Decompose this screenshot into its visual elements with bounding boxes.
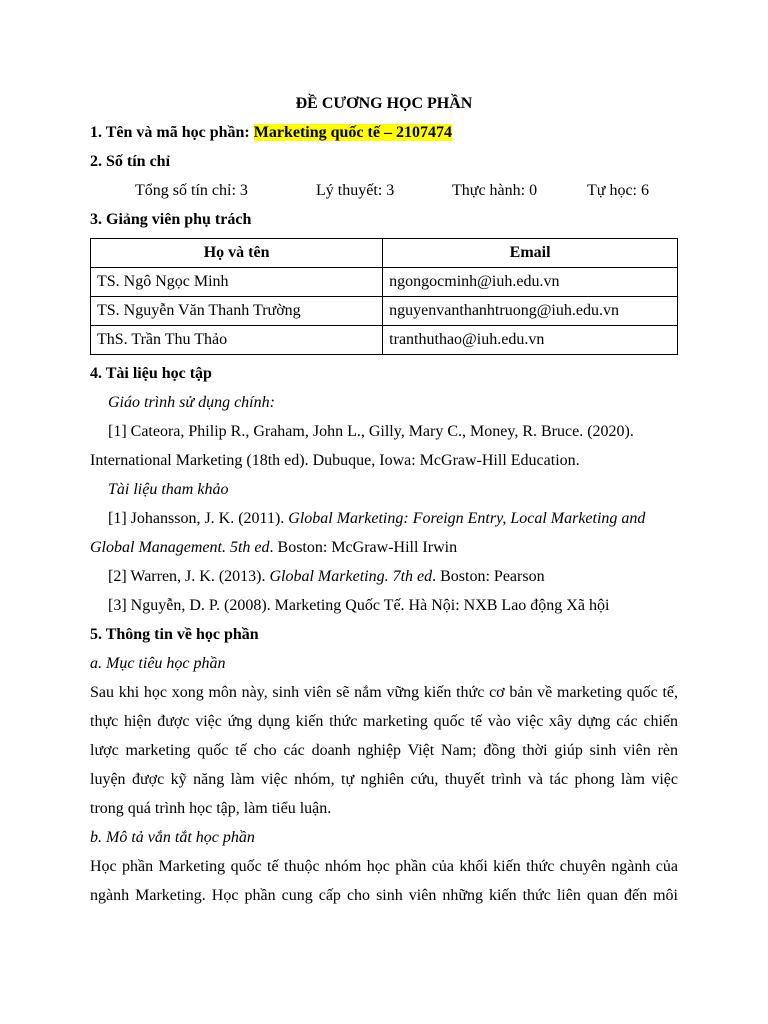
reference-3: [3] Nguyễn, D. P. (2008). Marketing Quốc Tế. Hà Nội: NXB Lao động Xã hội [108,597,610,614]
lecturer-email: ngongocminh@iuh.edu.vn [383,268,678,297]
credits-total: Tổng số tín chỉ: 3 [135,182,248,199]
reference-2-title: Global Marketing. 7th ed [269,568,433,585]
document-title: ĐỀ CƯƠNG HỌC PHẦN [295,95,473,112]
credits-self-study: Tự học: 6 [587,182,649,199]
lecturers-table [90,238,678,355]
reference-2-suffix: . Boston: Pearson [432,568,545,585]
table-header-row [91,239,678,268]
reference-1-suffix: . Boston: McGraw-Hill Irwin [269,539,458,556]
lecturer-email: tranthuthao@iuh.edu.vn [383,326,678,355]
lecturer-name: ThS. Trần Thu Thảo [91,326,383,355]
header-email: Email [383,239,678,268]
lecturers-heading: 3. Giảng viên phụ trách [90,211,252,228]
description-subheading: b. Mô tả vắn tắt học phần [90,829,255,846]
objectives-line: Sau khi học xong môn này, sinh viên sẽ nắm vững kiến thức cơ bản về marketing quốc tế, [90,684,678,701]
objectives-line-last: trong quá trình học tập, làm tiểu luận. [90,800,332,817]
credits-heading: 2. Số tín chỉ [90,153,171,170]
table-row [91,326,678,355]
course-name-value: Marketing quốc tế – 2107474 [253,124,452,141]
course-name-heading [90,123,452,143]
main-reference-line1: [1] Cateora, Philip R., Graham, John L., Gilly, Mary C., Money, R. Bruce. (2020). [108,423,634,440]
reference-2 [108,567,545,587]
main-textbook-label: Giáo trình sử dụng chính: [108,394,275,411]
credits-theory: Lý thuyết: 3 [316,182,395,199]
reference-1-line1 [108,509,645,529]
course-info-heading: 5. Thông tin về học phần [90,626,259,643]
credits-practice: Thực hành: 0 [452,182,538,199]
main-reference-line2: International Marketing (18th ed). Dubuque, Iowa: McGraw-Hill Education. [90,452,580,469]
table-row [91,297,678,326]
objectives-line: thực hiện được việc ứng dụng kiến thức marketing quốc tế vào việc xây dựng các chiến [90,713,678,730]
lecturer-email: nguyenvanthanhtruong@iuh.edu.vn [383,297,678,326]
lecturer-name: TS. Ngô Ngọc Minh [91,268,383,297]
reference-1-line2 [90,538,457,558]
objectives-line: lược marketing quốc tế cho các doanh nghiệp Việt Nam; đồng thời giúp sinh viên rèn [90,742,678,759]
reference-2-prefix: [2] Warren, J. K. (2013). [108,568,270,585]
header-name: Họ và tên [91,239,383,268]
materials-heading: 4. Tài liệu học tập [90,365,212,382]
lecturer-name: TS. Nguyễn Văn Thanh Trường [91,297,383,326]
reference-1-title-a: Global Marketing: Foreign Entry, Local Marketing and [288,510,646,527]
reference-1-prefix: [1] Johansson, J. K. (2011). [108,510,289,527]
reference-1-title-b: Global Management. 5th ed [90,539,270,556]
reference-label: Tài liệu tham khảo [108,481,229,498]
course-name-label: 1. Tên và mã học phần: [90,124,254,141]
description-line: Học phần Marketing quốc tế thuộc nhóm học phần của khối kiến thức chuyên ngành của [90,858,678,875]
objectives-subheading: a. Mục tiêu học phần [90,655,226,672]
objectives-line: luyện được kỹ năng làm việc nhóm, tự nghiên cứu, thuyết trình và tác phong làm việc [90,771,678,788]
table-row [91,268,678,297]
description-line: ngành Marketing. Học phần cung cấp cho sinh viên những kiến thức liên quan đến môi [90,887,678,904]
